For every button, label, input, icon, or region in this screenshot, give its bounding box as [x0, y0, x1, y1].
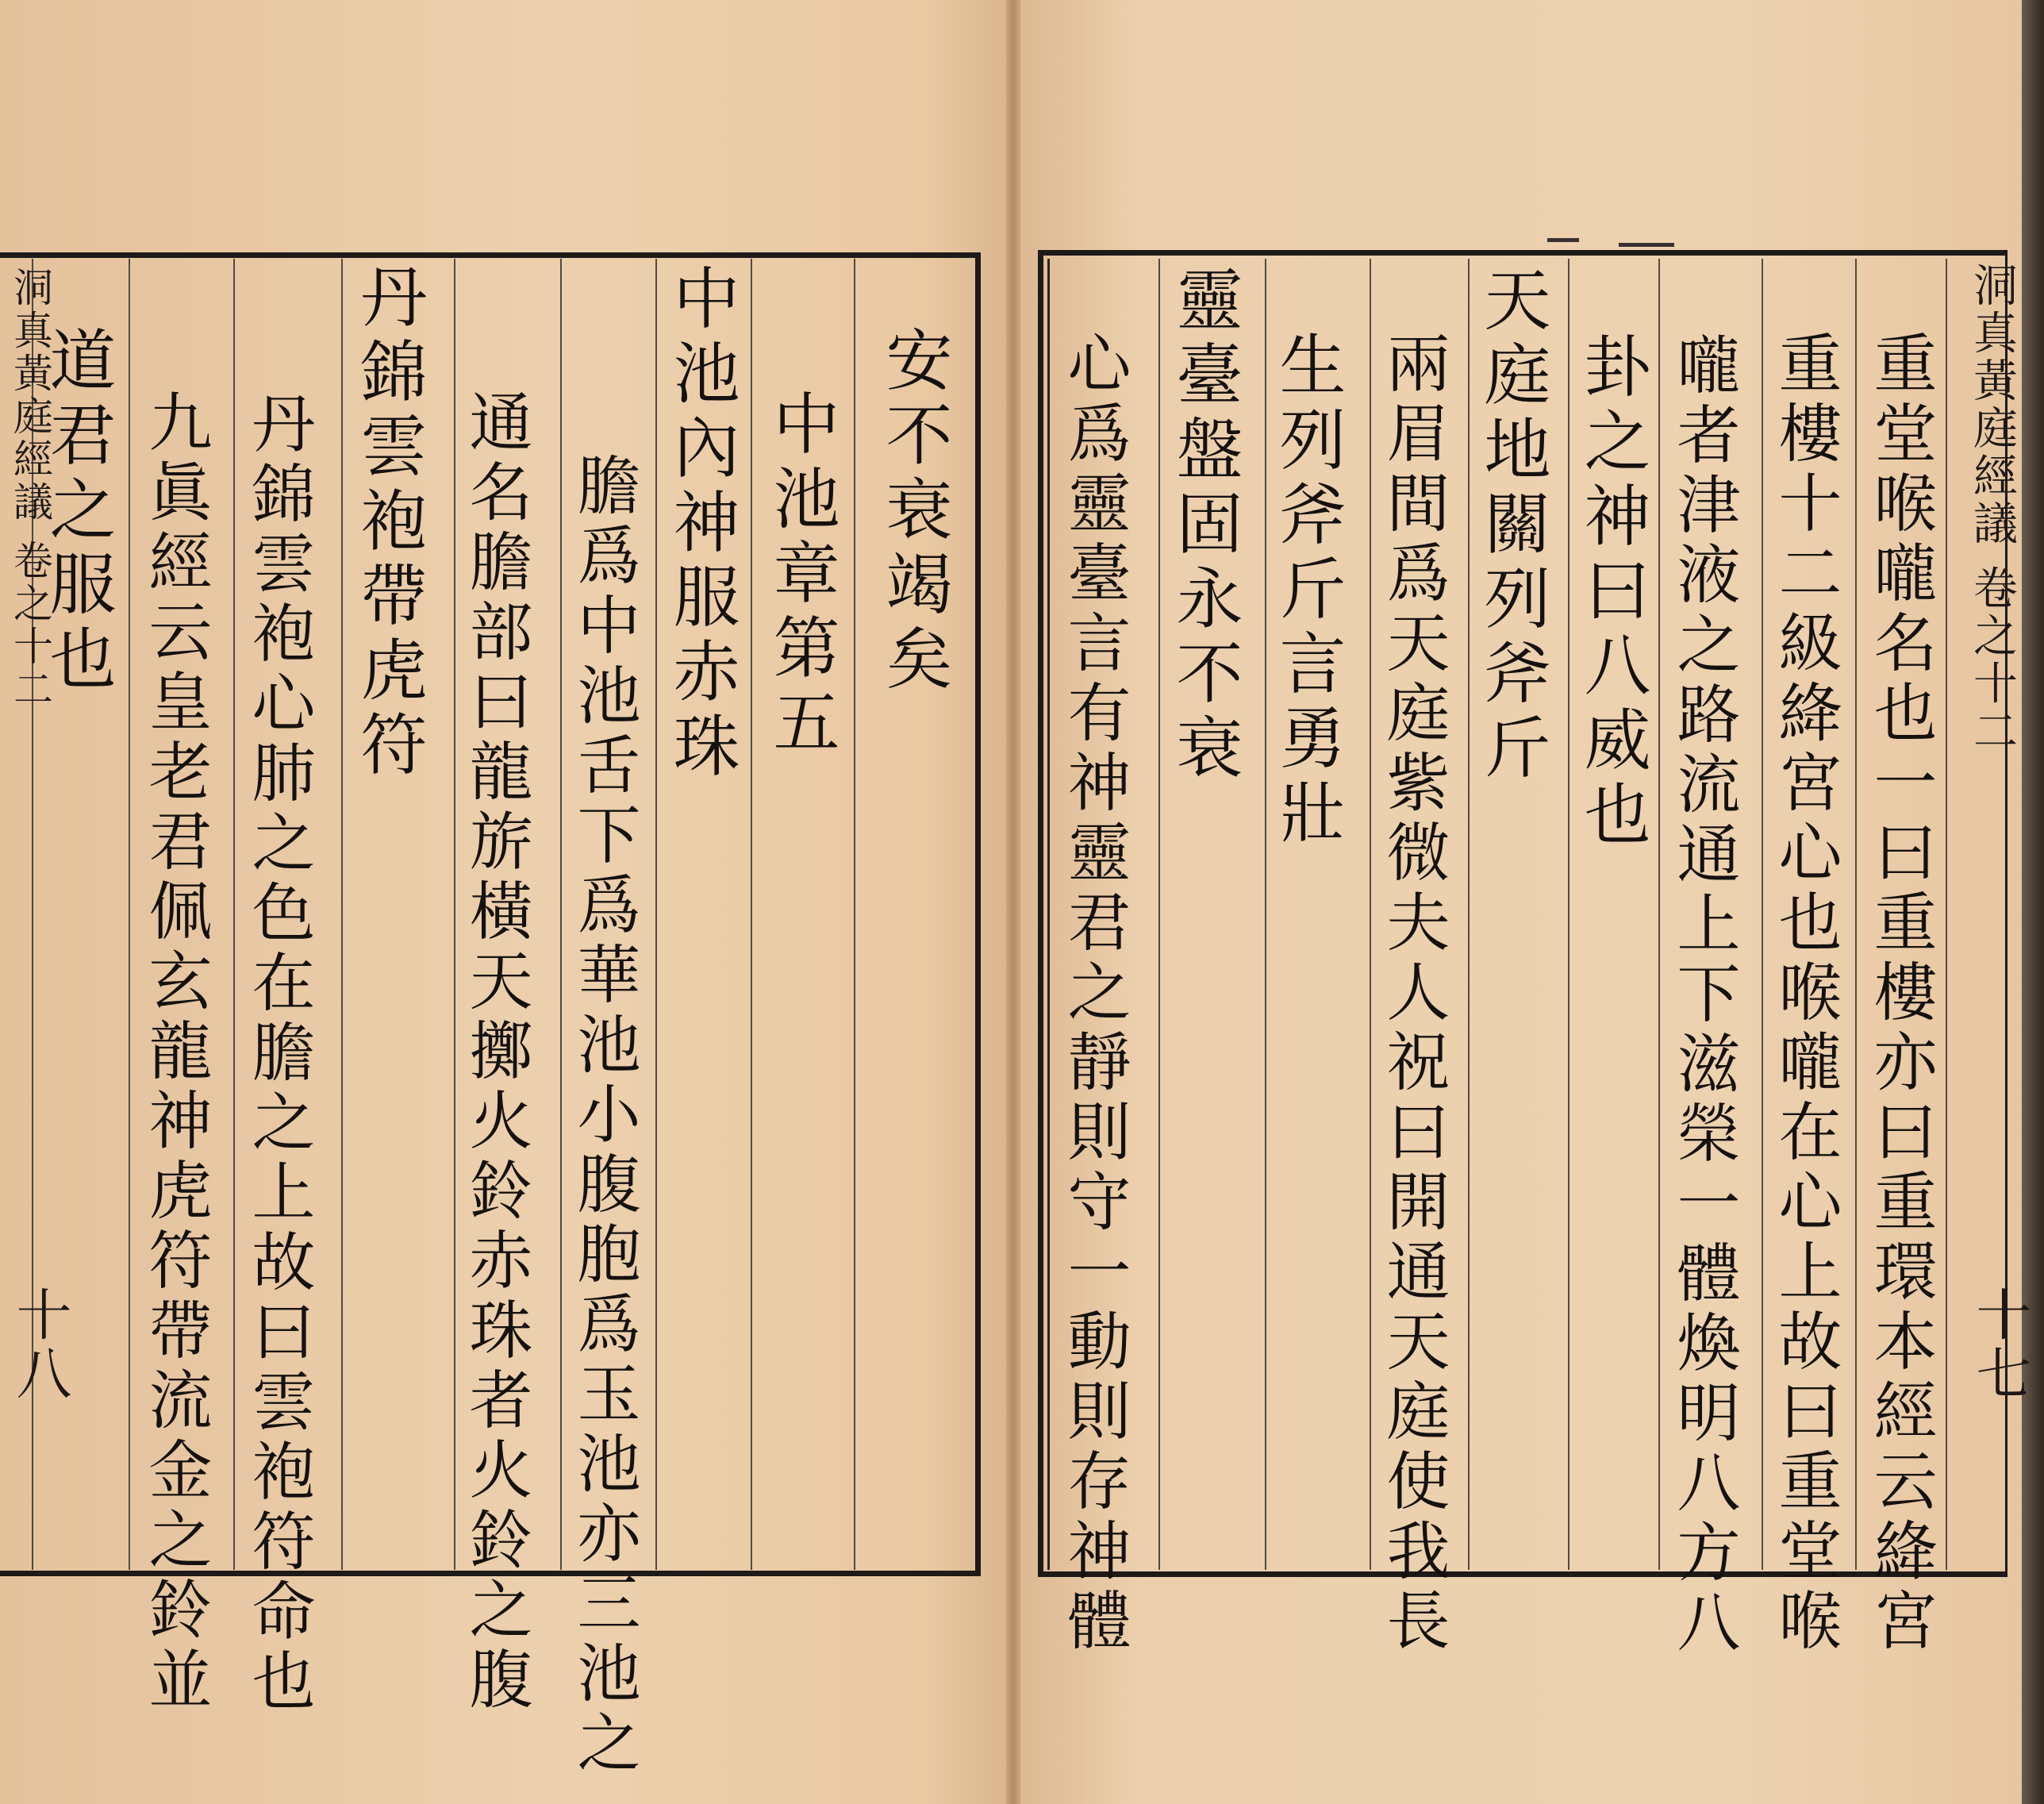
- column-rule: [1855, 259, 1857, 1570]
- text-column: 膽爲中池舌下爲華池小腹胞爲玉池亦三池之: [567, 452, 640, 1779]
- frame-inner-line: [1047, 259, 1050, 1570]
- column-rule: [233, 259, 235, 1570]
- text-column: 道君之服也: [39, 325, 117, 698]
- print-mark: [1619, 243, 1674, 247]
- column-rule: [1370, 259, 1371, 1570]
- page-edge-shadow: [2022, 0, 2044, 1804]
- column-rule: [560, 259, 562, 1570]
- column-rule: [1946, 259, 1947, 1570]
- column-rule: [655, 259, 657, 1570]
- text-column: 丹錦雲袍帶虎符: [350, 262, 428, 784]
- text-column: 重樓十二級絳宮心也喉嚨在心上故曰重堂喉: [1768, 330, 1842, 1657]
- column-rule: [1568, 259, 1570, 1570]
- page-number: 十七: [1967, 1286, 2032, 1403]
- column-rule: [1158, 259, 1160, 1570]
- column-rule: [1658, 259, 1660, 1570]
- text-column: 重堂喉嚨名也一曰重樓亦曰重環本經云絳宮: [1863, 330, 1937, 1657]
- print-mark: [1547, 238, 1579, 242]
- page-number: 十八: [7, 1286, 72, 1403]
- column-rule: [1468, 259, 1470, 1570]
- text-column: 丹錦雲袍心肺之色在膽之上故曰雲袍符命也: [241, 390, 315, 1717]
- text-column: 天庭地關列斧斤: [1473, 265, 1551, 787]
- text-column: 生列斧斤言勇壯: [1269, 330, 1347, 852]
- column-rule: [454, 259, 455, 1570]
- text-column: 通名膽部曰龍旂橫天擲火鈴赤珠者火鈴之腹: [459, 389, 532, 1716]
- text-column: 嚨者津液之路流通上下滋榮一體煥明八方八: [1666, 332, 1740, 1659]
- text-column: 卦之神曰八威也: [1573, 332, 1651, 854]
- column-rule: [1265, 259, 1266, 1570]
- column-rule: [854, 259, 855, 1570]
- text-column: 九眞經云皇老君佩玄龍神虎符帶流金之鈴並: [138, 389, 212, 1716]
- chapter-heading: 中池章第五: [763, 389, 840, 762]
- text-column: 兩眉間爲天庭紫微夫人祝曰開通天庭使我長: [1376, 330, 1450, 1657]
- column-rule: [751, 259, 752, 1570]
- book-gutter: [1006, 0, 1020, 1804]
- text-column: 靈臺盤固永不衰: [1166, 265, 1243, 787]
- text-column: 中池內神服赤珠: [663, 263, 740, 786]
- margin-title: 洞真黃庭經議 卷之十二: [1966, 262, 2018, 756]
- text-column: 安不衰竭矣: [875, 325, 953, 698]
- column-rule: [129, 259, 130, 1570]
- text-column: 心爲靈臺言有神靈君之靜則守一動則存神體: [1057, 330, 1131, 1657]
- column-rule: [1762, 259, 1763, 1570]
- margin-title: 洞真黃庭經議 卷之十二: [7, 267, 53, 711]
- column-rule: [341, 259, 343, 1570]
